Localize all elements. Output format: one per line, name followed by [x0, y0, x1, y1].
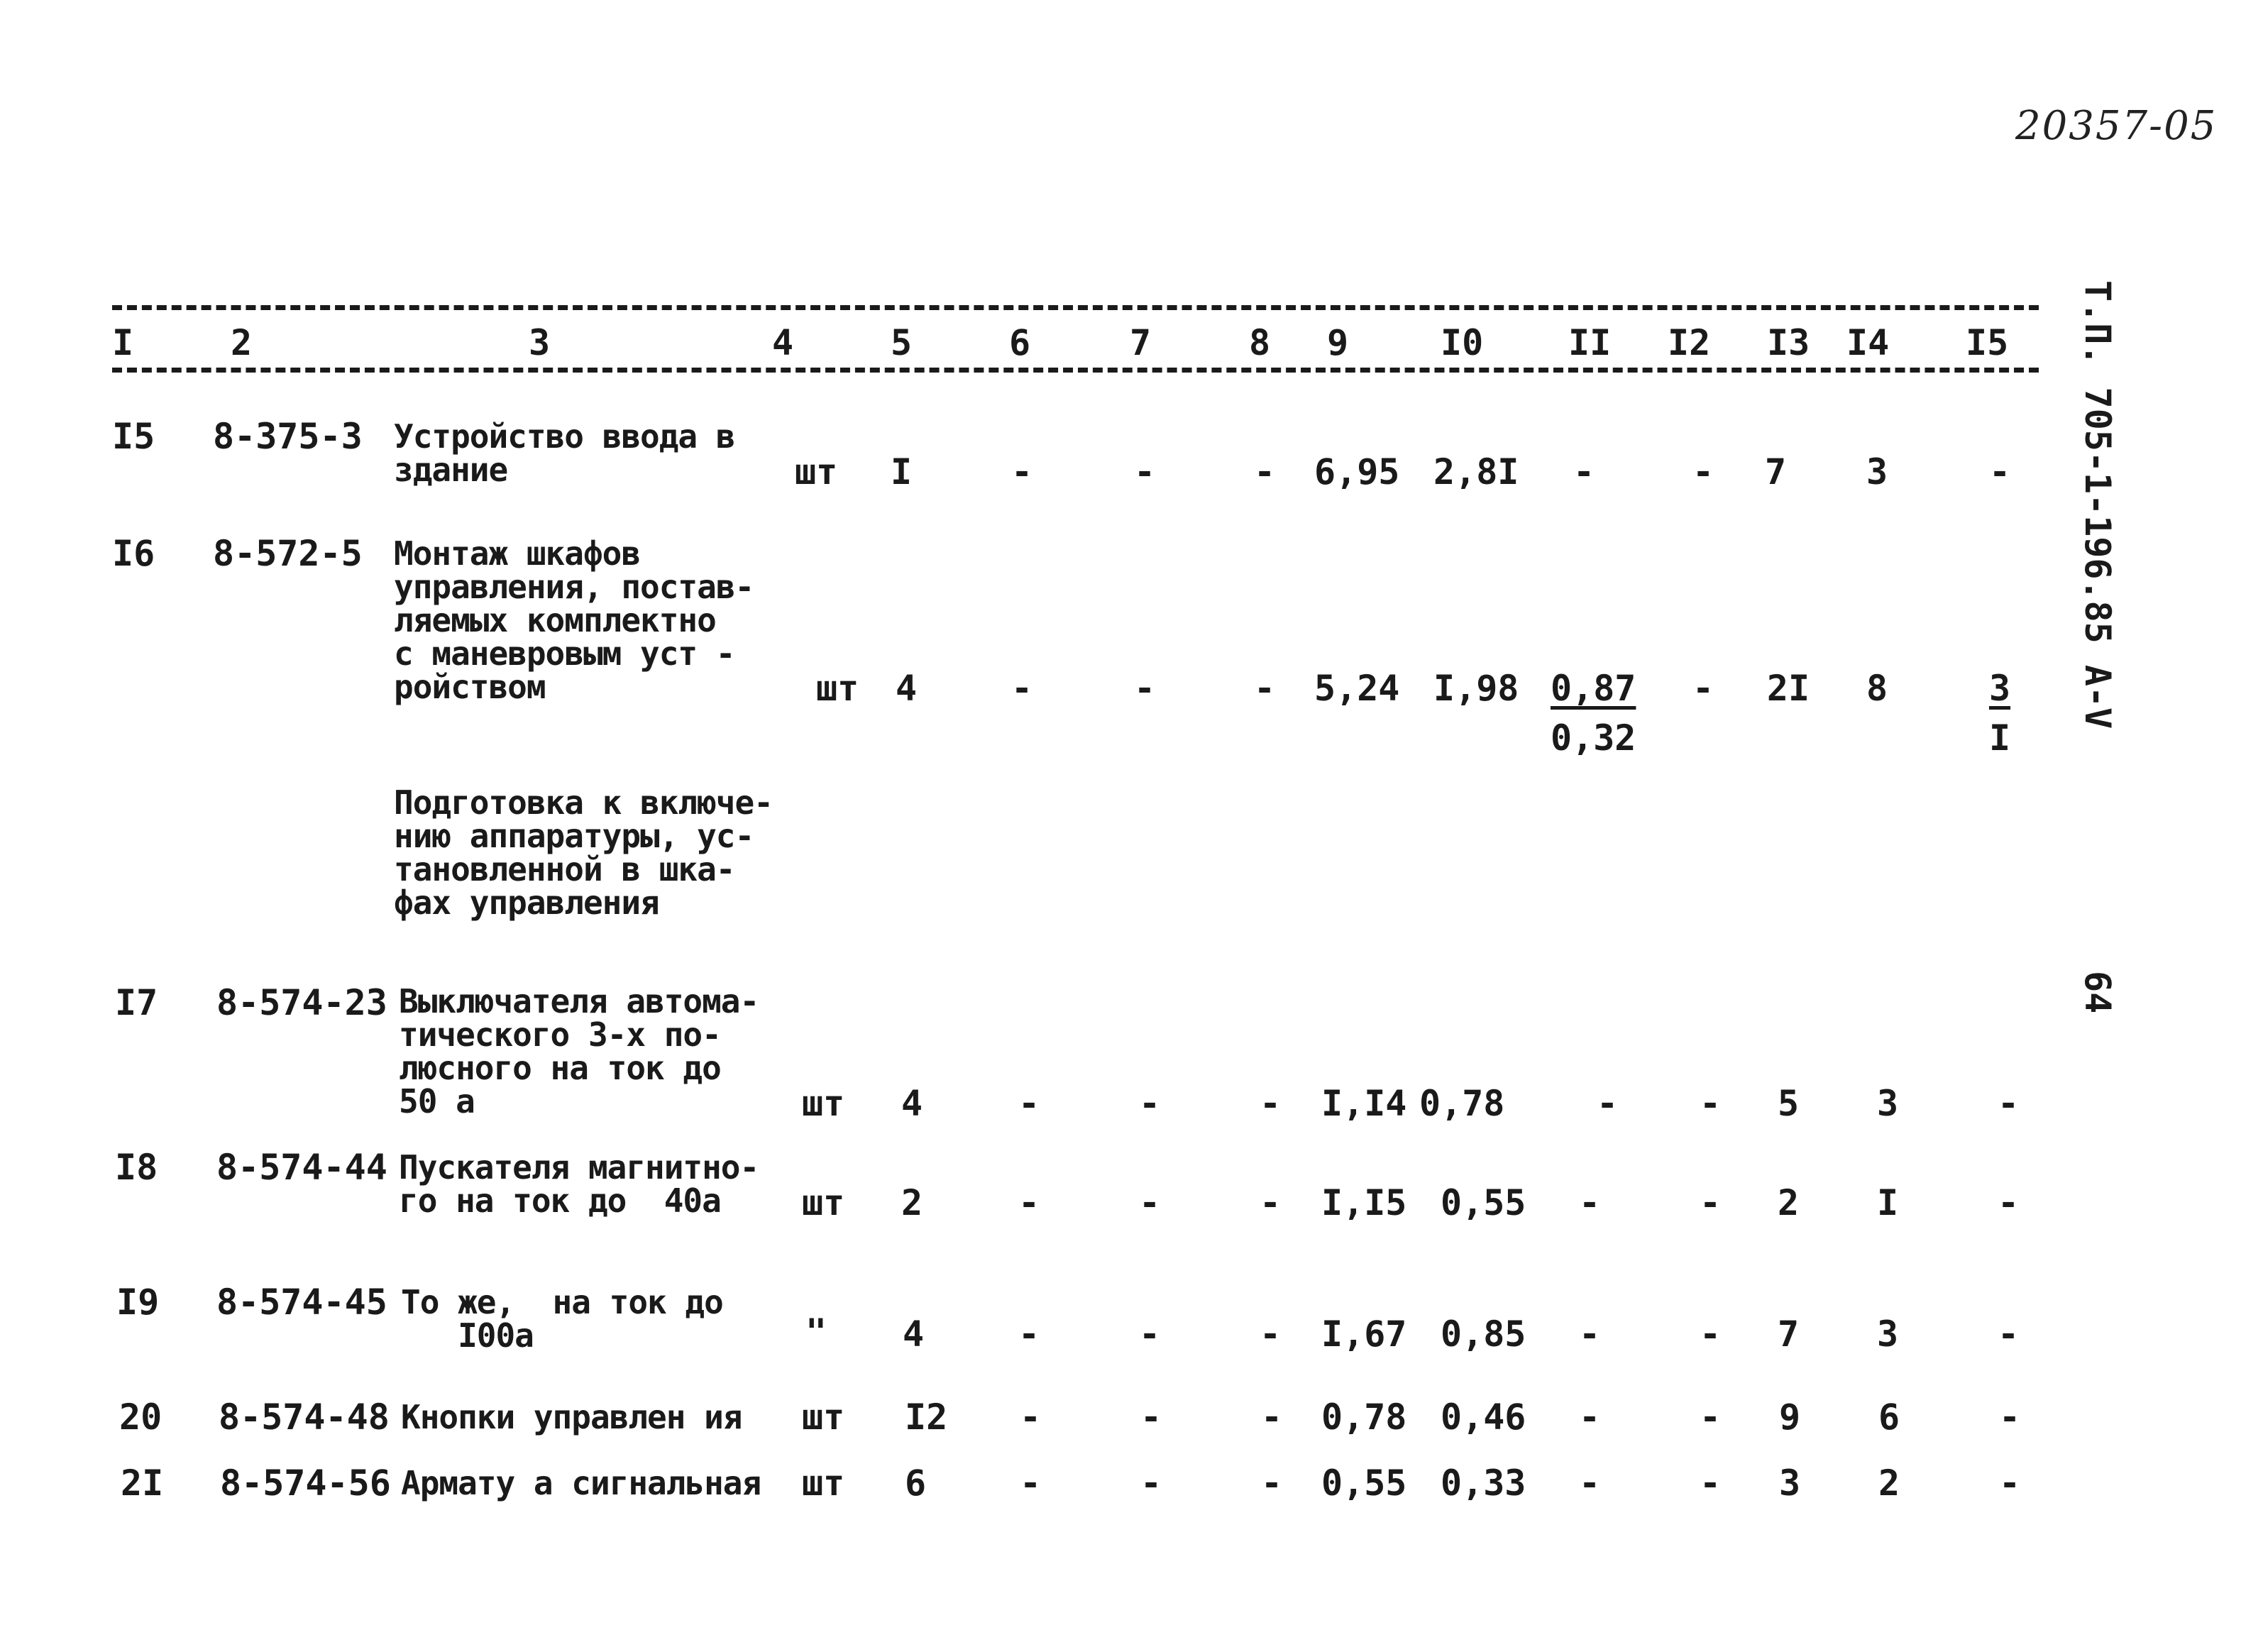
col-9-value: I,I5: [1321, 1182, 1407, 1223]
col-11-sub-value: 0,32: [1551, 717, 1636, 759]
row-number: 2I: [121, 1463, 164, 1504]
rate-code: 8-572-5: [213, 533, 363, 574]
col-11-value: 0,87: [1551, 668, 1636, 709]
rate-code: 8-574-44: [216, 1147, 387, 1188]
col-num-8: 8: [1249, 322, 1271, 363]
col-num-4: 4: [772, 322, 794, 363]
col-12-value: -: [1699, 1182, 1722, 1223]
rate-code: 8-574-23: [216, 982, 387, 1023]
col-11-value: -: [1578, 1397, 1601, 1438]
col-13-value: 9: [1778, 1397, 1801, 1438]
unit: шт: [802, 1083, 845, 1124]
col-14-value: 3: [1866, 451, 1888, 492]
col-6-value: -: [1018, 1182, 1040, 1223]
col-12-value: -: [1692, 668, 1714, 709]
col-13-value: 3: [1778, 1463, 1801, 1504]
row-number: I7: [115, 982, 158, 1023]
side-page-number: 64: [2077, 971, 2118, 1014]
col-6-value: -: [1018, 1314, 1040, 1355]
unit: ": [805, 1311, 827, 1353]
rate-code: 8-375-3: [213, 416, 363, 457]
quantity: 6: [905, 1463, 927, 1504]
col-13-value: 2I: [1766, 668, 1810, 709]
header-bottom-rule: [112, 368, 2039, 373]
quantity: 4: [901, 1083, 923, 1124]
col-14-value: 6: [1878, 1397, 1900, 1438]
col-12-value: -: [1699, 1463, 1722, 1504]
work-description: Монтаж шкафов управления, постав- ляемых комплектно с маневровым уст - ройством: [394, 534, 754, 706]
col-15-value: -: [1997, 1083, 2020, 1124]
quantity: 4: [903, 1314, 925, 1355]
col-7-value: -: [1140, 1463, 1162, 1504]
col-6-value: -: [1011, 451, 1033, 492]
col-8-value: -: [1260, 1463, 1283, 1504]
col-15-value: -: [1998, 1397, 2021, 1438]
col-7-value: -: [1140, 1397, 1162, 1438]
rate-code: 8-574-45: [216, 1282, 387, 1323]
col-15-value: -: [1988, 451, 2011, 492]
col-14-value: 8: [1866, 668, 1888, 709]
col-10-value: I,98: [1433, 668, 1519, 709]
unit: шт: [816, 668, 859, 709]
col-15-sub-value: I: [1988, 717, 2011, 759]
col-9-value: I,I4: [1321, 1083, 1407, 1124]
col-13-value: 2: [1777, 1182, 1800, 1223]
col-11-value: -: [1596, 1083, 1619, 1124]
quantity: 2: [901, 1182, 923, 1223]
work-description: Пускателя магнитно- го на ток до 40а: [399, 1148, 759, 1220]
col-9-value: 5,24: [1314, 668, 1400, 709]
col-10-value: 0,55: [1441, 1182, 1526, 1223]
col-11-value: -: [1578, 1182, 1601, 1223]
col-7-value: -: [1138, 1314, 1161, 1355]
col-13-value: 5: [1777, 1083, 1800, 1124]
unit: шт: [802, 1463, 845, 1504]
col-12-value: -: [1699, 1397, 1722, 1438]
col-6-value: -: [1018, 1083, 1040, 1124]
header-top-rule: [112, 305, 2039, 310]
col-7-value: -: [1138, 1083, 1161, 1124]
col-num-7: 7: [1130, 322, 1152, 363]
col-9-value: I,67: [1321, 1314, 1407, 1355]
col-10-value: 0,33: [1441, 1463, 1526, 1504]
col-7-value: -: [1133, 451, 1156, 492]
col-num-10: I0: [1441, 322, 1484, 363]
side-document-code: Т.П. 705-1-196.85 А-V: [2077, 280, 2118, 729]
row-number: 20: [119, 1397, 163, 1438]
col-num-3: 3: [529, 322, 551, 363]
col-8-value: -: [1253, 668, 1276, 709]
col-14-value: 3: [1876, 1314, 1899, 1355]
col-6-value: -: [1011, 668, 1033, 709]
col-num-12: I2: [1668, 322, 1711, 363]
col-13-value: 7: [1777, 1314, 1800, 1355]
unit: шт: [802, 1182, 845, 1223]
col-8-value: -: [1253, 451, 1276, 492]
work-description: То же, на ток до I00а: [401, 1283, 723, 1355]
col-10-value: 0,85: [1441, 1314, 1526, 1355]
col-13-value: 7: [1764, 451, 1787, 492]
row-number: I8: [115, 1147, 158, 1188]
col-15-value: -: [1998, 1463, 2021, 1504]
rate-code: 8-574-48: [219, 1397, 390, 1438]
col-15-value: -: [1997, 1314, 2020, 1355]
unit: шт: [795, 451, 838, 492]
col-10-value: 0,46: [1441, 1397, 1526, 1438]
col-10-value: 2,8I: [1433, 451, 1519, 492]
row-number: I5: [112, 416, 155, 457]
col-num-9: 9: [1327, 322, 1349, 363]
quantity: I2: [905, 1397, 948, 1438]
col-9-value: 6,95: [1314, 451, 1400, 492]
col-8-value: -: [1260, 1397, 1283, 1438]
col-12-value: -: [1699, 1314, 1722, 1355]
work-description: Кнопки управлен ия: [401, 1398, 742, 1436]
col-14-value: I: [1876, 1182, 1899, 1223]
col-num-15: I5: [1966, 322, 2009, 363]
col-num-11: II: [1568, 322, 1612, 363]
col-15-value: 3: [1988, 668, 2011, 709]
unit: шт: [802, 1397, 845, 1438]
col-9-value: 0,78: [1321, 1397, 1407, 1438]
col-num-13: I3: [1767, 322, 1810, 363]
row-number: I6: [112, 533, 155, 574]
col-14-value: 2: [1878, 1463, 1900, 1504]
col-num-6: 6: [1009, 322, 1031, 363]
col-14-value: 3: [1876, 1083, 1899, 1124]
col-12-value: -: [1699, 1083, 1722, 1124]
col-num-14: I4: [1846, 322, 1890, 363]
handwritten-number: 20357-05: [2015, 103, 2218, 149]
col-8-value: -: [1259, 1182, 1282, 1223]
col-11-value: -: [1578, 1463, 1601, 1504]
col-6-value: -: [1019, 1463, 1042, 1504]
work-description: Устройство ввода в здание: [394, 417, 735, 489]
row-number: I9: [116, 1282, 160, 1323]
col-12-value: -: [1692, 451, 1714, 492]
col-8-value: -: [1259, 1314, 1282, 1355]
col-8-value: -: [1259, 1083, 1282, 1124]
quantity: I: [891, 451, 913, 492]
col-num-2: 2: [231, 322, 253, 363]
col-10-value: 0,78: [1419, 1083, 1505, 1124]
col-15-value: -: [1997, 1182, 2020, 1223]
col-num-5: 5: [891, 322, 913, 363]
col-9-value: 0,55: [1321, 1463, 1407, 1504]
col-7-value: -: [1133, 668, 1156, 709]
quantity: 4: [896, 668, 918, 709]
col-11-value: -: [1573, 451, 1595, 492]
col-7-value: -: [1138, 1182, 1161, 1223]
section-heading: Подготовка к включе- нию аппаратуры, ус- тановленной в шка- фах управления: [394, 783, 773, 922]
work-description: Выключателя автома- тического 3-х по- люсного на ток до 50 а: [399, 982, 759, 1120]
rate-code: 8-574-56: [220, 1463, 391, 1504]
col-num-1: I: [112, 322, 134, 363]
work-description: Армату а сигнальная: [401, 1464, 761, 1502]
col-11-value: -: [1578, 1314, 1601, 1355]
col-6-value: -: [1019, 1397, 1042, 1438]
